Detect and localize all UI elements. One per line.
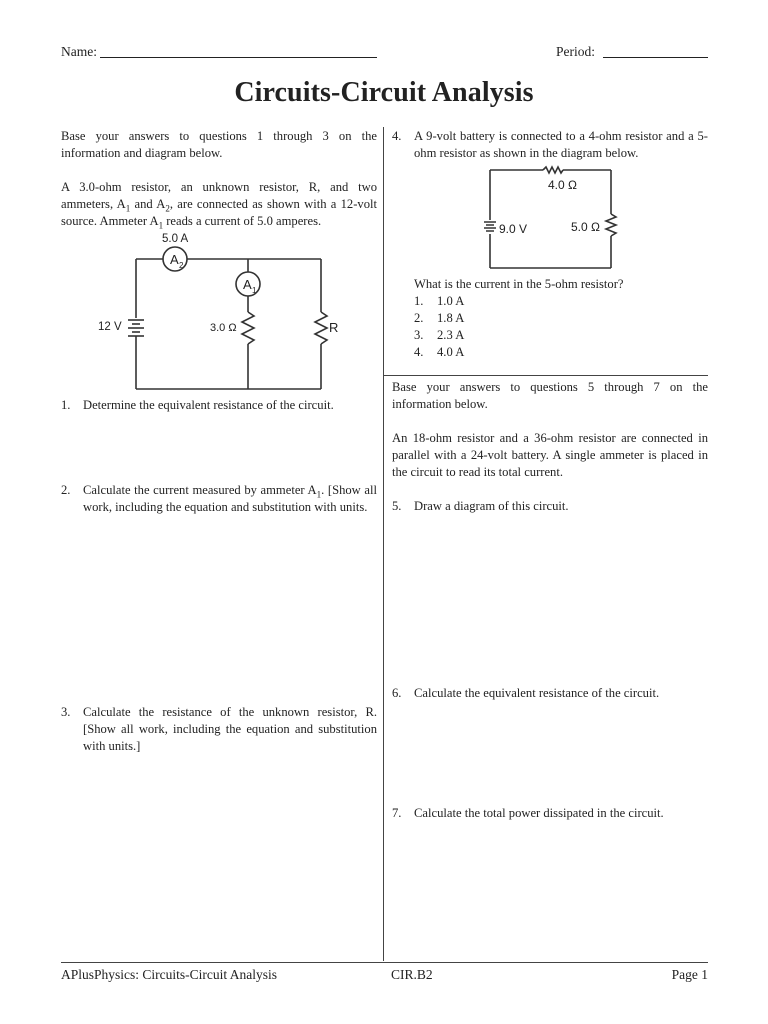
option-3[interactable]: 3. 2.3 A <box>414 328 465 342</box>
unknown-resistor-label: R <box>329 320 339 335</box>
option-1[interactable]: 1. 1.0 A <box>414 294 465 308</box>
option-2[interactable]: 2. 1.8 A <box>414 311 465 325</box>
section-divider <box>384 375 708 376</box>
question-7: 7. Calculate the total power dissipated in the circuit. <box>392 806 664 820</box>
question-3: 3. Calculate the resistance of the unknown resistor, R. [Show all work, including the equation and substitution with units.] <box>61 705 377 753</box>
circuit-diagram-1 <box>90 228 340 398</box>
resistor-3ohm-label: 3.0 Ω <box>210 322 237 334</box>
question-6: 6. Calculate the equivalent resistance of the circuit. <box>392 686 660 700</box>
battery-symbol <box>128 320 144 336</box>
question-4-prompt: What is the current in the 5-ohm resistor? <box>414 277 624 291</box>
right-body: An 18-ohm resistor and a 36-ohm resistor are connected in parallel with a 24-volt battery. A single ammeter is placed in the circuit to read its total current. <box>392 431 708 479</box>
footer-source: APlusPhysics: Circuits-Circuit Analysis <box>61 967 278 982</box>
question-4-options <box>414 293 614 361</box>
left-body: A 3.0-ohm resistor, an unknown resistor, R, and two ammeters, $A_1$ and $A_2$, are connected as shown with a 12-volt source. Ammeter $A_1$ reads a current of 5.0 amperes. <box>61 180 377 231</box>
ammeter-a2-label: A <box>170 252 179 267</box>
right-intro: Base your answers to questions 5 through 7 on the information below. <box>392 380 708 411</box>
page-title: Circuits-Circuit Analysis <box>234 77 534 108</box>
column-divider <box>383 127 384 961</box>
source-voltage-label: 12 V <box>98 321 122 333</box>
question-2: 2. Calculate the current measured by ammeter $A_1$. [Show all work, including the equation and substitution with units. <box>61 483 377 514</box>
footer-page-number: Page 1 <box>671 967 708 982</box>
resistor-4ohm-label: 4.0 Ω <box>548 178 577 192</box>
question-5: 5. Draw a diagram of this circuit. <box>392 499 569 513</box>
question-4: 4. A 9-volt battery is connected to a 4-ohm resistor and a 5-ohm resistor as shown in the diagram below. <box>392 129 708 160</box>
footer-code: CIR.B2 <box>391 967 433 982</box>
period-label: Period: <box>556 44 595 59</box>
svg-text:1: 1 <box>252 286 257 295</box>
name-field[interactable] <box>100 45 377 58</box>
svg-text:2: 2 <box>179 261 184 270</box>
left-intro: Base your answers to questions 1 through 3 on the information and diagram below. <box>61 129 377 160</box>
resistor-5ohm-label: 5.0 Ω <box>571 220 600 234</box>
ammeter-a1-label: A <box>243 277 252 292</box>
current-label: 5.0 A <box>162 233 189 245</box>
option-4[interactable]: 4. 4.0 A <box>414 345 465 359</box>
period-field[interactable] <box>603 45 708 58</box>
name-label: Name: <box>61 44 97 59</box>
circuit-diagram-2 <box>470 160 630 275</box>
battery-9v-label: 9.0 V <box>499 222 528 236</box>
question-1: 1. Determine the equivalent resistance of the circuit. <box>61 398 334 412</box>
footer-rule <box>61 962 708 963</box>
